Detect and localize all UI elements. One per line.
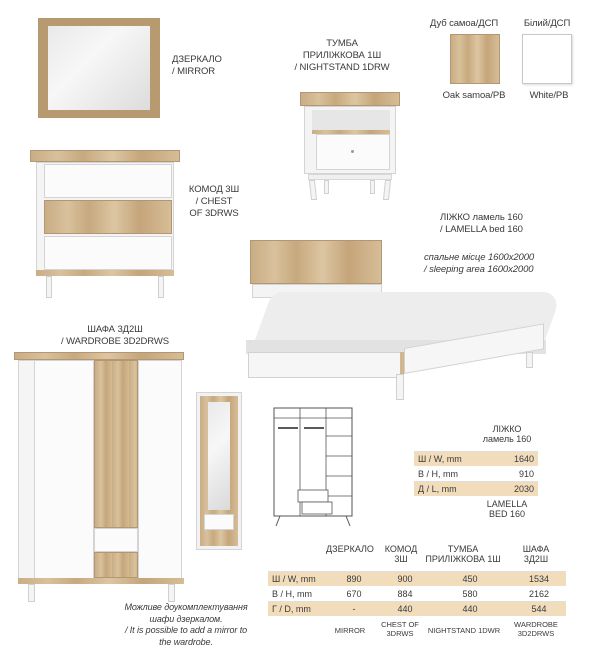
swatch-white-top-label: Білий/ДСП xyxy=(523,18,571,29)
table-row xyxy=(268,601,566,616)
row-value: 2030 xyxy=(494,481,538,496)
bed-label: ЛІЖКО ламель 160 / LAMELLA bed 160 xyxy=(440,212,523,235)
oak-samoa-swatch xyxy=(450,34,500,84)
cell-mirror: 890 xyxy=(326,571,382,586)
col-footer-nightstand: NIGHTSTAND 1DWR xyxy=(427,626,501,635)
bed-specs-title: ЛІЖКО ламель 160 xyxy=(482,424,532,444)
table-row xyxy=(414,466,538,481)
col-footer-wardrobe: WARDROBE 3D2DRWS xyxy=(514,620,558,638)
swatch-white-bottom-label: White/PB xyxy=(529,90,569,101)
row-value: 1640 xyxy=(494,451,538,466)
cell-wardrobe: 544 xyxy=(512,601,566,616)
col-header-wardrobe: ШАФА 3Д2Ш xyxy=(522,544,550,564)
cell-wardrobe: 1534 xyxy=(512,571,566,586)
mirror-addon-note: Можливе доукомплектування шафи дзеркалом. / It is possible to add a mirror to the wardrobe. xyxy=(124,602,248,647)
cell-wardrobe: 2162 xyxy=(512,586,566,601)
col-header-chest: КОМОД 3Ш xyxy=(384,544,418,564)
cell-chest: 900 xyxy=(382,571,428,586)
mirror-image xyxy=(38,18,160,118)
main-specs-table xyxy=(268,571,566,616)
col-footer-mirror: MIRROR xyxy=(334,626,366,635)
cell-mirror: 670 xyxy=(326,586,382,601)
row-label: В / H, mm xyxy=(268,586,326,601)
wardrobe-image xyxy=(14,346,194,604)
bed-image xyxy=(240,240,550,402)
bed-specs-table xyxy=(414,451,538,496)
nightstand-image xyxy=(300,92,400,200)
row-label: В / H, mm xyxy=(414,466,494,481)
row-label: Д / L, mm xyxy=(414,481,494,496)
row-label: Ш / W, mm xyxy=(268,571,326,586)
row-label: Г / D, mm xyxy=(268,601,326,616)
table-row xyxy=(414,451,538,466)
chest-image xyxy=(30,150,180,298)
wardrobe-interior-drawing xyxy=(268,406,358,530)
cell-nightstand: 450 xyxy=(428,571,512,586)
swatch-oak-top-label: Дуб самоа/ДСП xyxy=(429,18,499,29)
nightstand-label: ТУМБА ПРИЛІЖКОВА 1Ш / NIGHTSTAND 1DRW xyxy=(294,38,390,73)
wardrobe-mirror-image xyxy=(196,392,242,550)
sleeping-area-label: спальне місце 1600х2000 / sleeping area 1600х2000 xyxy=(424,252,535,275)
table-row xyxy=(268,571,566,586)
mirror-label: ДЗЕРКАЛО / MIRROR xyxy=(172,54,222,77)
table-row xyxy=(414,481,538,496)
cell-chest: 884 xyxy=(382,586,428,601)
row-value: 910 xyxy=(494,466,538,481)
row-label: Ш / W, mm xyxy=(414,451,494,466)
swatch-oak-bottom-label: Oak samoa/PB xyxy=(442,90,506,101)
cell-mirror: - xyxy=(326,601,382,616)
cell-chest: 440 xyxy=(382,601,428,616)
col-header-nightstand: ТУМБА ПРИЛІЖКОВА 1Ш xyxy=(425,544,501,564)
col-footer-chest: CHEST OF 3DRWS xyxy=(381,620,419,638)
wardrobe-label: ШАФА 3Д2Ш / WARDROBE 3D2DRWS xyxy=(61,324,169,347)
bed-specs-footer: LAMELLA BED 160 xyxy=(486,499,528,519)
col-header-mirror: ДЗЕРКАЛО xyxy=(326,544,374,554)
cell-nightstand: 580 xyxy=(428,586,512,601)
chest-label: КОМОД 3Ш / CHEST OF 3DRWS xyxy=(188,184,240,219)
table-row xyxy=(268,586,566,601)
white-swatch xyxy=(522,34,572,84)
cell-nightstand: 440 xyxy=(428,601,512,616)
